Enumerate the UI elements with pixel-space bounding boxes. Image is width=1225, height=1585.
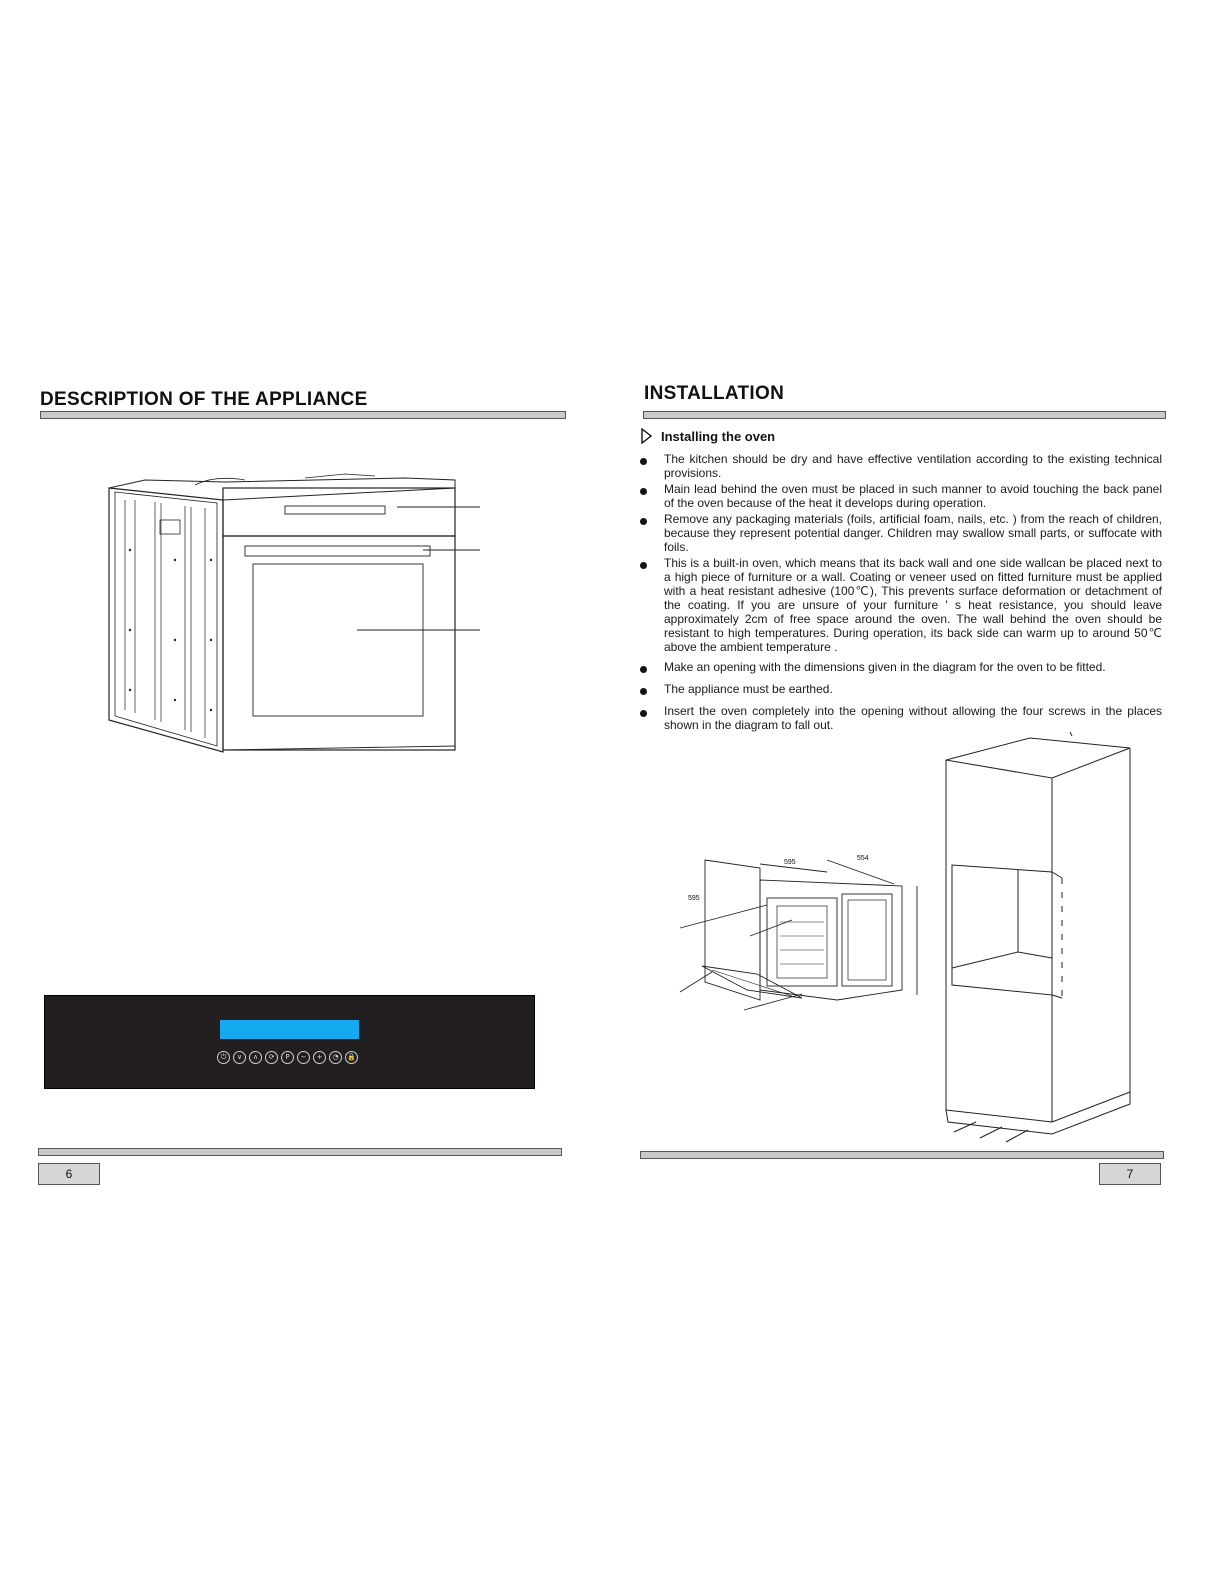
- cabinet-diagram: [940, 730, 1145, 1150]
- right-page-number: 7: [1099, 1163, 1161, 1185]
- list-item: The kitchen should be dry and have effective ventilation according to the existing technical provisions.: [638, 452, 1162, 480]
- list-item: Make an opening with the dimensions given in the diagram for the oven to be fitted.: [638, 660, 1162, 674]
- right-page-title: INSTALLATION: [644, 383, 785, 404]
- control-panel-buttons: [217, 1051, 358, 1064]
- chevron-up-icon[interactable]: ∧: [249, 1051, 262, 1064]
- chevron-down-icon[interactable]: ∨: [233, 1051, 246, 1064]
- program-icon[interactable]: P: [281, 1051, 294, 1064]
- control-panel: [44, 995, 535, 1089]
- right-title-rule: [643, 411, 1166, 419]
- oven-illustration: [105, 470, 495, 760]
- list-item: Insert the oven completely into the opening without allowing the four screws in the places shown in the diagram to fall out.: [638, 704, 1162, 732]
- list-item: This is a built-in oven, which means that its back wall and one side wallcan be placed next to a high piece of furniture or a wall. Coating or veneer used on fitted furniture must be applied with a heat resistant adhesive (100℃), This prevents surface deformation or detachment of the coating. If you are unsure of your furniture ' s heat resistance, you should leave approximately 2cm of free space around the oven. The wall behind the oven should be resistant to high temperatures. During operation, its back side can warm up to around 50℃ above the ambient temperature .: [638, 556, 1162, 654]
- plus-icon[interactable]: +: [313, 1051, 326, 1064]
- right-footer-rule: [640, 1151, 1164, 1159]
- left-footer-rule: [38, 1148, 562, 1156]
- height-dimension-label: 595: [688, 895, 700, 902]
- list-item: Main lead behind the oven must be placed in such manner to avoid touching the back panel of the oven because of the heat it develops during operation.: [638, 482, 1162, 510]
- depth-dimension-label: 554: [857, 855, 869, 862]
- left-page-number: 6: [38, 1163, 100, 1185]
- left-page-title: DESCRIPTION OF THE APPLIANCE: [40, 389, 368, 410]
- refresh-icon[interactable]: ⟳: [265, 1051, 278, 1064]
- timer-icon[interactable]: ◔: [329, 1051, 342, 1064]
- control-panel-display: [220, 1020, 359, 1039]
- lock-icon[interactable]: 🔒: [345, 1051, 358, 1064]
- power-icon[interactable]: ⏻: [217, 1051, 230, 1064]
- installing-subtitle: Installing the oven: [661, 429, 776, 444]
- installation-bullets: [638, 452, 1162, 734]
- list-item: The appliance must be earthed.: [638, 682, 1162, 696]
- minus-icon[interactable]: −: [297, 1051, 310, 1064]
- triangle-bullet-icon: [641, 428, 653, 444]
- list-item: Remove any packaging materials (foils, artificial foam, nails, etc. ) from the reach of children, because they represent potential danger. Children may swallow small parts, or suffocate with foils.: [638, 512, 1162, 554]
- oven-dimension-diagram: [672, 850, 932, 1020]
- left-title-rule: [40, 411, 566, 419]
- width-dimension-label: 595: [784, 859, 796, 866]
